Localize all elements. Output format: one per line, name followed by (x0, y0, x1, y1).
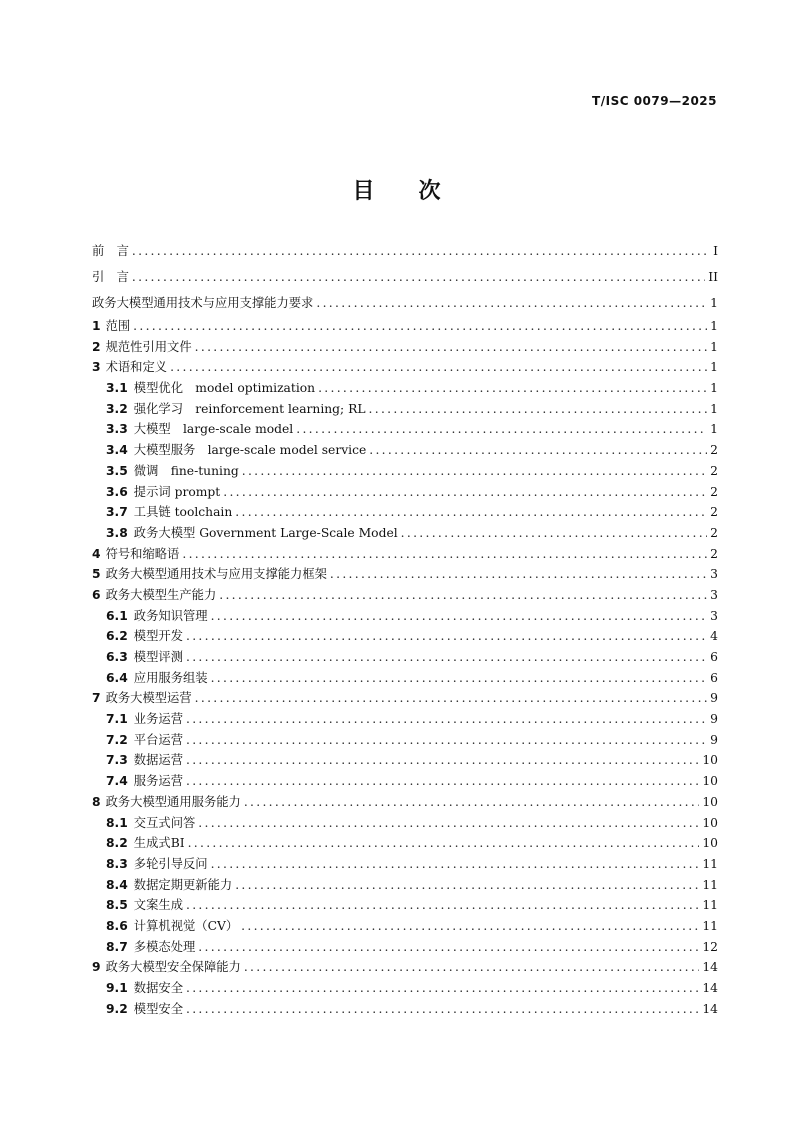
toc-leader-dots (186, 895, 699, 916)
toc-entry-page: 14 (702, 981, 718, 995)
toc-entry-page: 6 (710, 650, 718, 664)
toc-leader-dots (132, 264, 705, 290)
toc-entry-page: 9 (710, 732, 718, 747)
toc-entry[interactable] (92, 957, 718, 978)
toc-leader-dots (369, 399, 708, 420)
toc-entry-page: 3 (710, 567, 718, 582)
toc-entry[interactable] (92, 264, 718, 290)
toc-entry-number: 8.2 (106, 836, 128, 851)
toc-entry-number: 6.2 (106, 629, 128, 644)
toc-entry-title: 符号和缩略语 (105, 546, 180, 561)
toc-leader-dots (182, 544, 707, 565)
toc-entry[interactable] (92, 771, 718, 792)
toc-leader-dots (188, 833, 700, 854)
toc-entry-title: 术语和定义 (105, 360, 168, 375)
toc-entry-page: 1 (710, 296, 718, 310)
toc-leader-dots (186, 709, 707, 730)
title-char-2: 次 (418, 179, 441, 204)
toc-entry-title: 业务运营 (133, 712, 183, 727)
toc-entry-title: 大模型 large-scale model (133, 422, 294, 437)
toc-leader-dots (170, 357, 707, 378)
toc-leader-dots (211, 854, 700, 875)
toc-entry-number: 9.2 (106, 1001, 128, 1016)
toc-entry[interactable] (92, 730, 718, 751)
toc-entry-number: 3.4 (106, 443, 128, 458)
toc-entry-number: 7.2 (106, 732, 128, 747)
toc-entry-number: 3.1 (106, 381, 128, 396)
toc-entry-number: 7.4 (106, 774, 128, 789)
toc-entry[interactable] (92, 378, 718, 399)
toc-entry-page: 2 (710, 525, 718, 540)
toc-entry-page: 3 (710, 587, 718, 602)
toc-entry-page: 12 (702, 939, 718, 954)
toc-entry-number: 7.3 (106, 753, 128, 768)
toc-entry[interactable] (92, 290, 718, 316)
toc-entry-page: 10 (702, 836, 718, 851)
toc-entry-page: 11 (702, 856, 718, 871)
toc-entry[interactable] (92, 647, 718, 668)
toc-leader-dots (401, 523, 708, 544)
toc-entry-title: 政务大模型通用技术与应用支撑能力要求 (92, 296, 314, 310)
toc-entry-page: 1 (710, 319, 718, 333)
toc-entry[interactable] (92, 337, 718, 358)
toc-entry-title: 引 言 (92, 270, 129, 284)
toc-entry[interactable] (92, 978, 718, 999)
toc-entry-number: 6 (92, 587, 101, 602)
toc-entry-page: 2 (710, 443, 718, 458)
toc-entry-page: 14 (702, 960, 718, 975)
toc-entry[interactable] (92, 606, 718, 627)
toc-leader-dots (318, 378, 707, 399)
toc-entry-page: 11 (702, 918, 718, 933)
toc-entry[interactable] (92, 709, 718, 730)
toc-entry-title: 提示词 prompt (133, 484, 221, 499)
toc-leader-dots (330, 564, 707, 585)
toc-entry-title: 文案生成 (133, 898, 183, 913)
toc-entry-page: 10 (702, 753, 718, 768)
page-title (0, 174, 793, 205)
toc-entry-title: 规范性引用文件 (105, 339, 192, 354)
toc-entry-title: 工具链 toolchain (133, 505, 233, 520)
toc-entry-number: 4 (92, 546, 101, 561)
toc-leader-dots (186, 771, 699, 792)
toc-entry-number: 8.1 (106, 815, 128, 830)
toc-leader-dots (316, 290, 707, 316)
toc-leader-dots (195, 688, 708, 709)
toc-entry-number: 2 (92, 339, 101, 354)
toc-entry[interactable] (92, 564, 718, 585)
toc-entry-page: 1 (710, 381, 718, 396)
toc-entry-title: 政务大模型安全保障能力 (105, 960, 241, 975)
toc-entry-number: 3 (92, 360, 101, 375)
toc-leader-dots (244, 957, 700, 978)
toc-leader-dots (211, 606, 708, 627)
toc-leader-dots (211, 668, 708, 689)
toc-entry[interactable] (92, 875, 718, 896)
toc-entry-title: 多模态处理 (133, 939, 196, 954)
toc-leader-dots (244, 792, 700, 813)
toc-entry-title: 政务大模型通用服务能力 (105, 794, 241, 809)
toc-leader-dots (186, 626, 707, 647)
toc-entry-title: 生成式BI (133, 836, 185, 851)
toc-entry[interactable] (92, 792, 718, 813)
toc-entry-page: I (713, 244, 718, 258)
toc-entry-title: 大模型服务 large-scale model service (133, 443, 367, 458)
toc-entry-title: 强化学习 reinforcement learning; RL (133, 401, 366, 416)
toc-leader-dots (369, 440, 707, 461)
toc-leader-dots (235, 875, 699, 896)
toc-leader-dots (186, 730, 707, 751)
toc-entry-page: 11 (702, 877, 718, 892)
toc-entry-title: 政务大模型运营 (105, 691, 192, 706)
toc-entry[interactable] (92, 750, 718, 771)
toc-entry-title: 政务大模型生产能力 (105, 587, 217, 602)
toc-entry-number: 3.5 (106, 463, 128, 478)
toc-entry-number: 8.6 (106, 918, 128, 933)
toc-entry[interactable] (92, 238, 718, 264)
toc-entry[interactable] (92, 813, 718, 834)
toc-leader-dots (186, 978, 699, 999)
toc-entry[interactable] (92, 833, 718, 854)
toc-entry-page: 2 (710, 546, 718, 561)
toc-entry[interactable] (92, 937, 718, 958)
toc-entry-title: 数据安全 (133, 981, 183, 995)
toc-entry[interactable] (92, 357, 718, 378)
toc-leader-dots (198, 813, 699, 834)
toc-entry-title: 模型开发 (133, 629, 183, 644)
table-of-contents (92, 238, 718, 1019)
toc-entry-title: 模型优化 model optimization (133, 381, 316, 396)
toc-entry-page: 10 (702, 815, 718, 830)
toc-leader-dots (133, 316, 707, 337)
toc-entry-title: 应用服务组装 (133, 670, 208, 685)
toc-entry-title: 模型评测 (133, 650, 183, 664)
toc-entry[interactable] (92, 502, 718, 523)
toc-entry-number: 8 (92, 794, 101, 809)
toc-entry-title: 模型安全 (133, 1001, 183, 1016)
toc-entry[interactable] (92, 668, 718, 689)
toc-leader-dots (195, 337, 708, 358)
toc-entry-number: 6.1 (106, 608, 128, 623)
toc-entry-page: 9 (710, 691, 718, 706)
toc-leader-dots (186, 750, 699, 771)
toc-entry-title: 交互式问答 (133, 815, 196, 830)
toc-entry-page: 10 (702, 794, 718, 809)
toc-leader-dots (242, 461, 707, 482)
toc-entry-page: 1 (710, 401, 718, 416)
toc-entry-number: 9.1 (106, 981, 128, 995)
title-char-1: 目 (352, 179, 375, 204)
toc-entry[interactable] (92, 523, 718, 544)
toc-entry[interactable] (92, 916, 718, 937)
toc-entry[interactable] (92, 316, 718, 337)
toc-entry-page: 2 (710, 484, 718, 499)
toc-entry[interactable] (92, 854, 718, 875)
toc-entry-page: 1 (710, 422, 718, 437)
toc-entry[interactable] (92, 482, 718, 503)
toc-entry-title: 范围 (105, 319, 131, 333)
toc-leader-dots (186, 647, 707, 668)
toc-entry-number: 8.3 (106, 856, 128, 871)
standard-code: T/ISC 0079—2025 (592, 94, 717, 108)
toc-entry-page: 6 (710, 670, 718, 685)
toc-entry[interactable] (92, 688, 718, 709)
toc-entry-title: 多轮引导反问 (133, 856, 208, 871)
toc-entry-title: 微调 fine-tuning (133, 463, 239, 478)
toc-entry-number: 3.6 (106, 484, 128, 499)
toc-entry-page: 4 (710, 629, 718, 644)
toc-entry[interactable] (92, 440, 718, 461)
toc-leader-dots (198, 937, 699, 958)
toc-leader-dots (186, 999, 699, 1020)
toc-entry-page: 11 (702, 898, 718, 913)
toc-entry-number: 8.5 (106, 898, 128, 913)
toc-entry-number: 3.3 (106, 422, 128, 437)
toc-leader-dots (219, 585, 707, 606)
toc-entry[interactable] (92, 419, 718, 440)
toc-entry-number: 7 (92, 691, 101, 706)
toc-entry-number: 1 (92, 319, 101, 333)
toc-entry-page: 2 (710, 463, 718, 478)
toc-entry[interactable] (92, 461, 718, 482)
toc-entry[interactable] (92, 626, 718, 647)
toc-entry[interactable] (92, 895, 718, 916)
toc-entry[interactable] (92, 999, 718, 1020)
toc-entry-page: 1 (710, 339, 718, 354)
toc-entry-page: 14 (702, 1001, 718, 1016)
toc-entry-title: 计算机视觉（CV） (133, 918, 239, 933)
toc-entry-title: 政务知识管理 (133, 608, 208, 623)
toc-entry-number: 8.4 (106, 877, 128, 892)
toc-entry-page: 10 (702, 774, 718, 789)
toc-entry-page: 9 (710, 712, 718, 727)
toc-leader-dots (223, 482, 707, 503)
toc-entry-page: 1 (710, 360, 718, 375)
toc-entry[interactable] (92, 585, 718, 606)
toc-entry-title: 政务大模型通用技术与应用支撑能力框架 (105, 567, 327, 582)
toc-entry-number: 9 (92, 960, 101, 975)
toc-entry-number: 3.7 (106, 505, 128, 520)
toc-entry[interactable] (92, 544, 718, 565)
toc-entry-number: 5 (92, 567, 101, 582)
toc-entry-title: 平台运营 (133, 732, 183, 747)
toc-entry-number: 7.1 (106, 712, 128, 727)
toc-entry-title: 前 言 (92, 244, 129, 258)
toc-entry-number: 8.7 (106, 939, 128, 954)
toc-entry-number: 6.4 (106, 670, 128, 685)
toc-leader-dots (132, 238, 710, 264)
toc-leader-dots (241, 916, 699, 937)
toc-entry-title: 政务大模型 Government Large-Scale Model (133, 525, 398, 540)
toc-leader-dots (235, 502, 707, 523)
toc-entry-number: 3.2 (106, 401, 128, 416)
toc-entry-page: 2 (710, 505, 718, 520)
toc-entry-title: 服务运营 (133, 774, 183, 789)
toc-entry[interactable] (92, 399, 718, 420)
toc-leader-dots (296, 419, 707, 440)
toc-entry-number: 6.3 (106, 650, 128, 664)
toc-entry-page: 3 (710, 608, 718, 623)
toc-entry-title: 数据运营 (133, 753, 183, 768)
toc-entry-title: 数据定期更新能力 (133, 877, 233, 892)
toc-entry-page: II (708, 270, 718, 284)
toc-entry-number: 3.8 (106, 525, 128, 540)
